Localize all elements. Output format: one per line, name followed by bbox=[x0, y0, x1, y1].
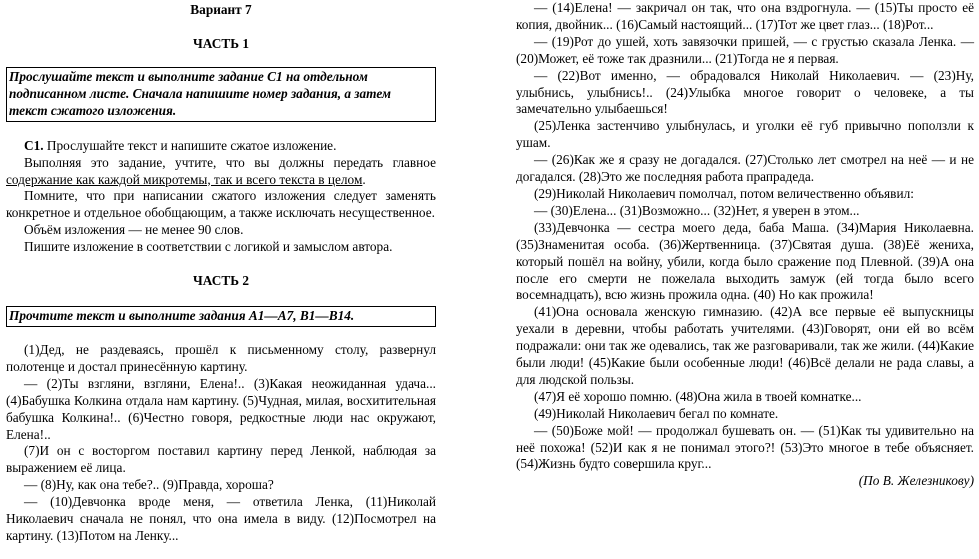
story-paragraph: — (19)Рот до ушей, хоть завязочки пришей, — с грустью сказала Ленка. — (20)Может, её тоже так дразнили... (21)Тогда не я первая. bbox=[516, 33, 974, 66]
story-paragraph: — (30)Елена... (31)Возможно... (32)Нет, я уверен в этом... bbox=[534, 202, 860, 218]
c1-paragraph-4: Объём изложения — не менее 90 слов. bbox=[24, 222, 244, 238]
left-column bbox=[6, 0, 436, 545]
story-paragraph: — (22)Вот именно, — обрадовался Николай Николаевич. — (23)Ну, улыбнись, улыбнись!.. (24)Улыбка многое говорит о человеке, а ты замечательно улыбаешься! bbox=[516, 67, 974, 117]
story-paragraph: — (14)Елена! — закричал он так, что она вздрогнула. — (15)Ты просто её копия, двойник... (16)Самый настоящий... (17)Тот же цвет глаз... (18)Рот... bbox=[516, 0, 974, 32]
part1-heading: ЧАСТЬ 1 bbox=[193, 36, 249, 51]
source-attribution: (По В. Железникову) bbox=[858, 473, 974, 489]
c1-label: С1. bbox=[24, 137, 44, 153]
c1-p2-underlined: содержание как каждой микротемы, так и всего текста в целом bbox=[6, 171, 363, 187]
story-paragraph: — (2)Ты взгляни, взгляни, Елена!.. (3)Какая неожиданная удача... (4)Бабушка Колкина отдала нам картину. (5)Чудная, милая, восхитительная бабушка Колкина!.. (6)Честно говоря, редкостные люди нас окружают, Елена!.. bbox=[6, 375, 436, 442]
story-paragraph: — (10)Девчонка вроде меня, — ответила Ленка, (11)Николай Николаевич сначала не понял, что она имела в виду. (12)Посмотрел на картину. (13)Потом на Ленку... bbox=[6, 494, 436, 543]
c1-line1: Прослушайте текст и напишите сжатое изложение. bbox=[43, 137, 337, 153]
variant-title: Вариант 7 bbox=[190, 2, 252, 17]
part2-instruction-box: Прочтите текст и выполните задания А1—А7, В1—В14. bbox=[6, 306, 436, 327]
story-paragraph: (1)Дед, не раздеваясь, прошёл к письменному столу, развернул полотенце и достал принесённую картину. bbox=[6, 341, 436, 374]
story-paragraph: (41)Она основала женскую гимназию. (42)А все первые её выпускницы уехали в деревни, чтобы работать учителями. (43)Говорят, они ей во всём подражали: они так же одевались, так же разговаривали, так же жили. (44)Какие были люди! (45)Какие были особенные люди! (46)Всё делали не рада славы, а для людской пользы. bbox=[516, 304, 974, 387]
story-paragraph: (29)Николай Николаевич помолчал, потом величественно объявил: bbox=[534, 185, 914, 201]
story-paragraph: — (50)Боже мой! — продолжал бушевать он. — (51)Как ты удивительно на неё похожа! (52)И как я не понимал этого?! (53)Это многое в тебе объясняет. (54)Жизнь будто совершила круг... bbox=[516, 422, 974, 472]
right-column bbox=[516, 0, 974, 490]
story-paragraph: (47)Я её хорошо помню. (48)Она жила в твоей комнатке... bbox=[534, 388, 862, 404]
task-c1 bbox=[6, 138, 436, 256]
story-paragraph: (49)Николай Николаевич бегал по комнате. bbox=[534, 405, 779, 421]
c1-p2-end: . bbox=[362, 171, 366, 187]
part2-heading: ЧАСТЬ 2 bbox=[193, 273, 249, 289]
story-paragraph: — (26)Как же я сразу не догадался. (27)Столько лет смотрел на неё — и не догадался. (28)Это же последняя работа прапрадеда. bbox=[516, 152, 974, 185]
story-paragraph: (33)Девчонка — сестра моего деда, баба Маша. (34)Мария Николаевна. (35)Знаменитая особа. (36)Жертвенница. (37)Святая душа. (38)Её жениха, который пошёл на войну, убили, когда было сражение под Плевной. (39)А она после его смерти не пожелала выходить замуж (ей тогда было всего восемнадцать), всю жизнь прожила одна. (40) Но как прожила! bbox=[516, 219, 974, 303]
c1-p2-text: Выполняя это задание, учтите, что вы должны передать главное bbox=[24, 154, 436, 170]
c1-paragraph-3: Помните, что при написании сжатого изложения следует заменять конкретное и отдельное обобщающим, а также исключать несущественное. bbox=[6, 188, 436, 221]
story-text-left bbox=[6, 342, 436, 545]
part1-instruction-box: Прослушайте текст и выполните задание С1 на отдельном подписанном листе. Сначала напишите номер задания, а затем текст сжатого изложения. bbox=[6, 67, 436, 122]
c1-intro bbox=[6, 138, 436, 155]
c1-paragraph-5: Пишите изложение в соответствии с логикой и замыслом автора. bbox=[24, 239, 393, 255]
story-paragraph: (25)Ленка застенчиво улыбнулась, и уголки её губ привычно поползли к ушам. bbox=[516, 118, 974, 151]
story-paragraph: (7)И он с восторгом поставил картину перед Ленкой, наблюдая за выражением её лица. bbox=[6, 443, 436, 476]
story-paragraph: — (8)Ну, как она тебе?.. (9)Правда, хороша? bbox=[24, 477, 274, 493]
c1-paragraph-2 bbox=[6, 155, 436, 189]
